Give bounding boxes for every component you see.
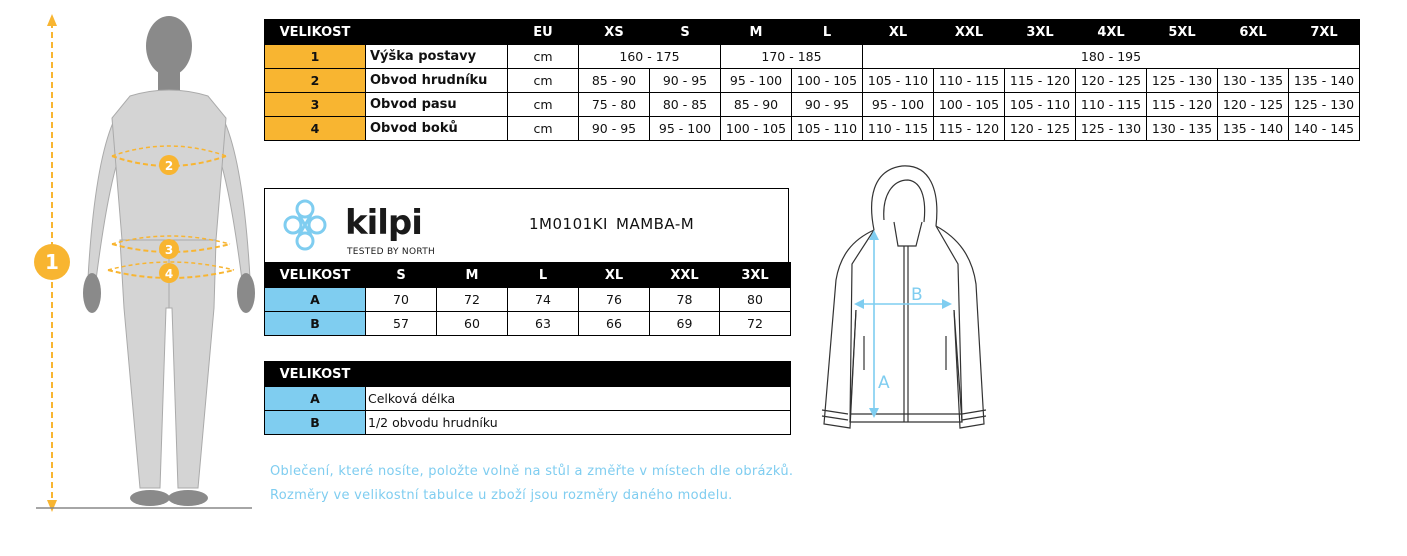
value-cell: 76: [579, 288, 650, 312]
size-chart-table: [264, 19, 1360, 141]
row-label: B: [265, 312, 366, 336]
row-label: Obvod hrudníku: [366, 69, 508, 93]
header-cell: VELIKOST: [265, 263, 366, 288]
value-cell: 95 - 100: [650, 117, 721, 141]
value-cell: 95 - 100: [721, 69, 792, 93]
marker-4: 4: [164, 267, 174, 281]
value-cell: 90 - 95: [792, 93, 863, 117]
header-cell: VELIKOST: [265, 20, 366, 45]
row-label: Obvod pasu: [366, 93, 508, 117]
value-cell: 72: [720, 312, 791, 336]
value-cell: 140 - 145: [1289, 117, 1360, 141]
row-label: Výška postavy: [366, 45, 508, 69]
value-cell: 180 - 195: [863, 45, 1360, 69]
value-cell: 75 - 80: [579, 93, 650, 117]
marker-2: 2: [164, 159, 174, 173]
value-cell: 85 - 90: [721, 93, 792, 117]
value-cell: 74: [508, 288, 579, 312]
row-number: 4: [265, 117, 366, 141]
kilpi-wordmark: kilpi: [345, 203, 422, 243]
measurement-legend-table: [264, 361, 791, 435]
kilpi-knot-icon: [281, 195, 329, 257]
header-cell: XS: [579, 20, 650, 45]
row-label: A: [265, 288, 366, 312]
row-number: 2: [265, 69, 366, 93]
kilpi-tagline: TESTED BY NORTH: [347, 247, 436, 257]
row-label: A: [265, 387, 366, 411]
value-cell: 100 - 105: [934, 93, 1005, 117]
header-cell: 6XL: [1218, 20, 1289, 45]
value-cell: 120 - 125: [1076, 69, 1147, 93]
header-cell: S: [650, 20, 721, 45]
row-label: B: [265, 411, 366, 435]
value-cell: 125 - 130: [1147, 69, 1218, 93]
header-cell: 3XL: [1005, 20, 1076, 45]
unit-cell: cm: [508, 93, 579, 117]
value-cell: 115 - 120: [1147, 93, 1218, 117]
header-cell: XL: [863, 20, 934, 45]
value-cell: 170 - 185: [721, 45, 863, 69]
header-cell: L: [508, 263, 579, 288]
unit-cell: cm: [508, 45, 579, 69]
value-cell: 105 - 110: [863, 69, 934, 93]
value-cell: 72: [437, 288, 508, 312]
jacket-sketch: [812, 160, 990, 444]
value-cell: 120 - 125: [1218, 93, 1289, 117]
value-cell: 160 - 175: [579, 45, 721, 69]
description-cell: Celková délka: [366, 387, 791, 411]
value-cell: 135 - 140: [1218, 117, 1289, 141]
value-cell: 70: [366, 288, 437, 312]
marker-3: 3: [164, 243, 174, 257]
value-cell: 110 - 115: [863, 117, 934, 141]
header-cell: M: [721, 20, 792, 45]
header-cell: S: [366, 263, 437, 288]
value-cell: 105 - 110: [792, 117, 863, 141]
unit-cell: cm: [508, 117, 579, 141]
human-figure-illustration: [20, 8, 270, 513]
table-row: [265, 288, 791, 312]
header-cell: XXL: [934, 20, 1005, 45]
product-code: 1M0101KI: [529, 215, 608, 233]
table-row: [265, 411, 791, 435]
header-cell: L: [792, 20, 863, 45]
row-label: Obvod boků: [366, 117, 508, 141]
value-cell: 105 - 110: [1005, 93, 1076, 117]
value-cell: 135 - 140: [1289, 69, 1360, 93]
size-table-note: Rozměry ve velikostní tabulce u zboží jsou rozměry daného modelu.: [270, 488, 733, 503]
value-cell: 78: [650, 288, 720, 312]
value-cell: 100 - 105: [792, 69, 863, 93]
value-cell: 80: [720, 288, 791, 312]
table-row: [265, 93, 1360, 117]
description-cell: 1/2 obvodu hrudníku: [366, 411, 791, 435]
header-cell: 7XL: [1289, 20, 1360, 45]
value-cell: 130 - 135: [1218, 69, 1289, 93]
size-chart-header: [265, 20, 1360, 45]
value-cell: 69: [650, 312, 720, 336]
header-cell: 3XL: [720, 263, 791, 288]
table-row: [265, 312, 791, 336]
measurement-a-label: A: [878, 373, 890, 393]
value-cell: 115 - 120: [1005, 69, 1076, 93]
value-cell: 125 - 130: [1076, 117, 1147, 141]
value-cell: 95 - 100: [863, 93, 934, 117]
value-cell: 120 - 125: [1005, 117, 1076, 141]
value-cell: 110 - 115: [1076, 93, 1147, 117]
header-cell: VELIKOST: [265, 362, 366, 387]
table-row: [265, 45, 1360, 69]
header-cell: XXL: [650, 263, 720, 288]
value-cell: 85 - 90: [579, 69, 650, 93]
body-measurement-figure: [20, 8, 270, 513]
row-number: 3: [265, 93, 366, 117]
table-row: [265, 69, 1360, 93]
product-header: [264, 188, 789, 262]
jacket-illustration: [812, 160, 990, 444]
value-cell: 63: [508, 312, 579, 336]
value-cell: 57: [366, 312, 437, 336]
header-cell: XL: [579, 263, 650, 288]
value-cell: 60: [437, 312, 508, 336]
marker-1: 1: [45, 250, 59, 274]
unit-cell: cm: [508, 69, 579, 93]
table-row: [265, 117, 1360, 141]
measurement-b-label: B: [911, 285, 923, 305]
value-cell: 115 - 120: [934, 117, 1005, 141]
value-cell: 125 - 130: [1289, 93, 1360, 117]
measurement-instruction: Oblečení, které nosíte, položte volně na stůl a změřte v místech dle obrázků.: [270, 464, 794, 479]
product-name: MAMBA-M: [616, 215, 695, 233]
value-cell: 130 - 135: [1147, 117, 1218, 141]
value-cell: 66: [579, 312, 650, 336]
header-cell: 4XL: [1076, 20, 1147, 45]
value-cell: 100 - 105: [721, 117, 792, 141]
row-number: 1: [265, 45, 366, 69]
header-cell: 5XL: [1147, 20, 1218, 45]
header-cell: [366, 20, 508, 45]
model-table-header: [265, 263, 791, 288]
header-cell: [366, 362, 791, 387]
model-size-table: [264, 262, 791, 336]
legend-table-header: [265, 362, 791, 387]
header-cell: EU: [508, 20, 579, 45]
table-row: [265, 387, 791, 411]
header-cell: M: [437, 263, 508, 288]
value-cell: 110 - 115: [934, 69, 1005, 93]
value-cell: 90 - 95: [579, 117, 650, 141]
value-cell: 80 - 85: [650, 93, 721, 117]
value-cell: 90 - 95: [650, 69, 721, 93]
kilpi-logo: [281, 195, 441, 257]
